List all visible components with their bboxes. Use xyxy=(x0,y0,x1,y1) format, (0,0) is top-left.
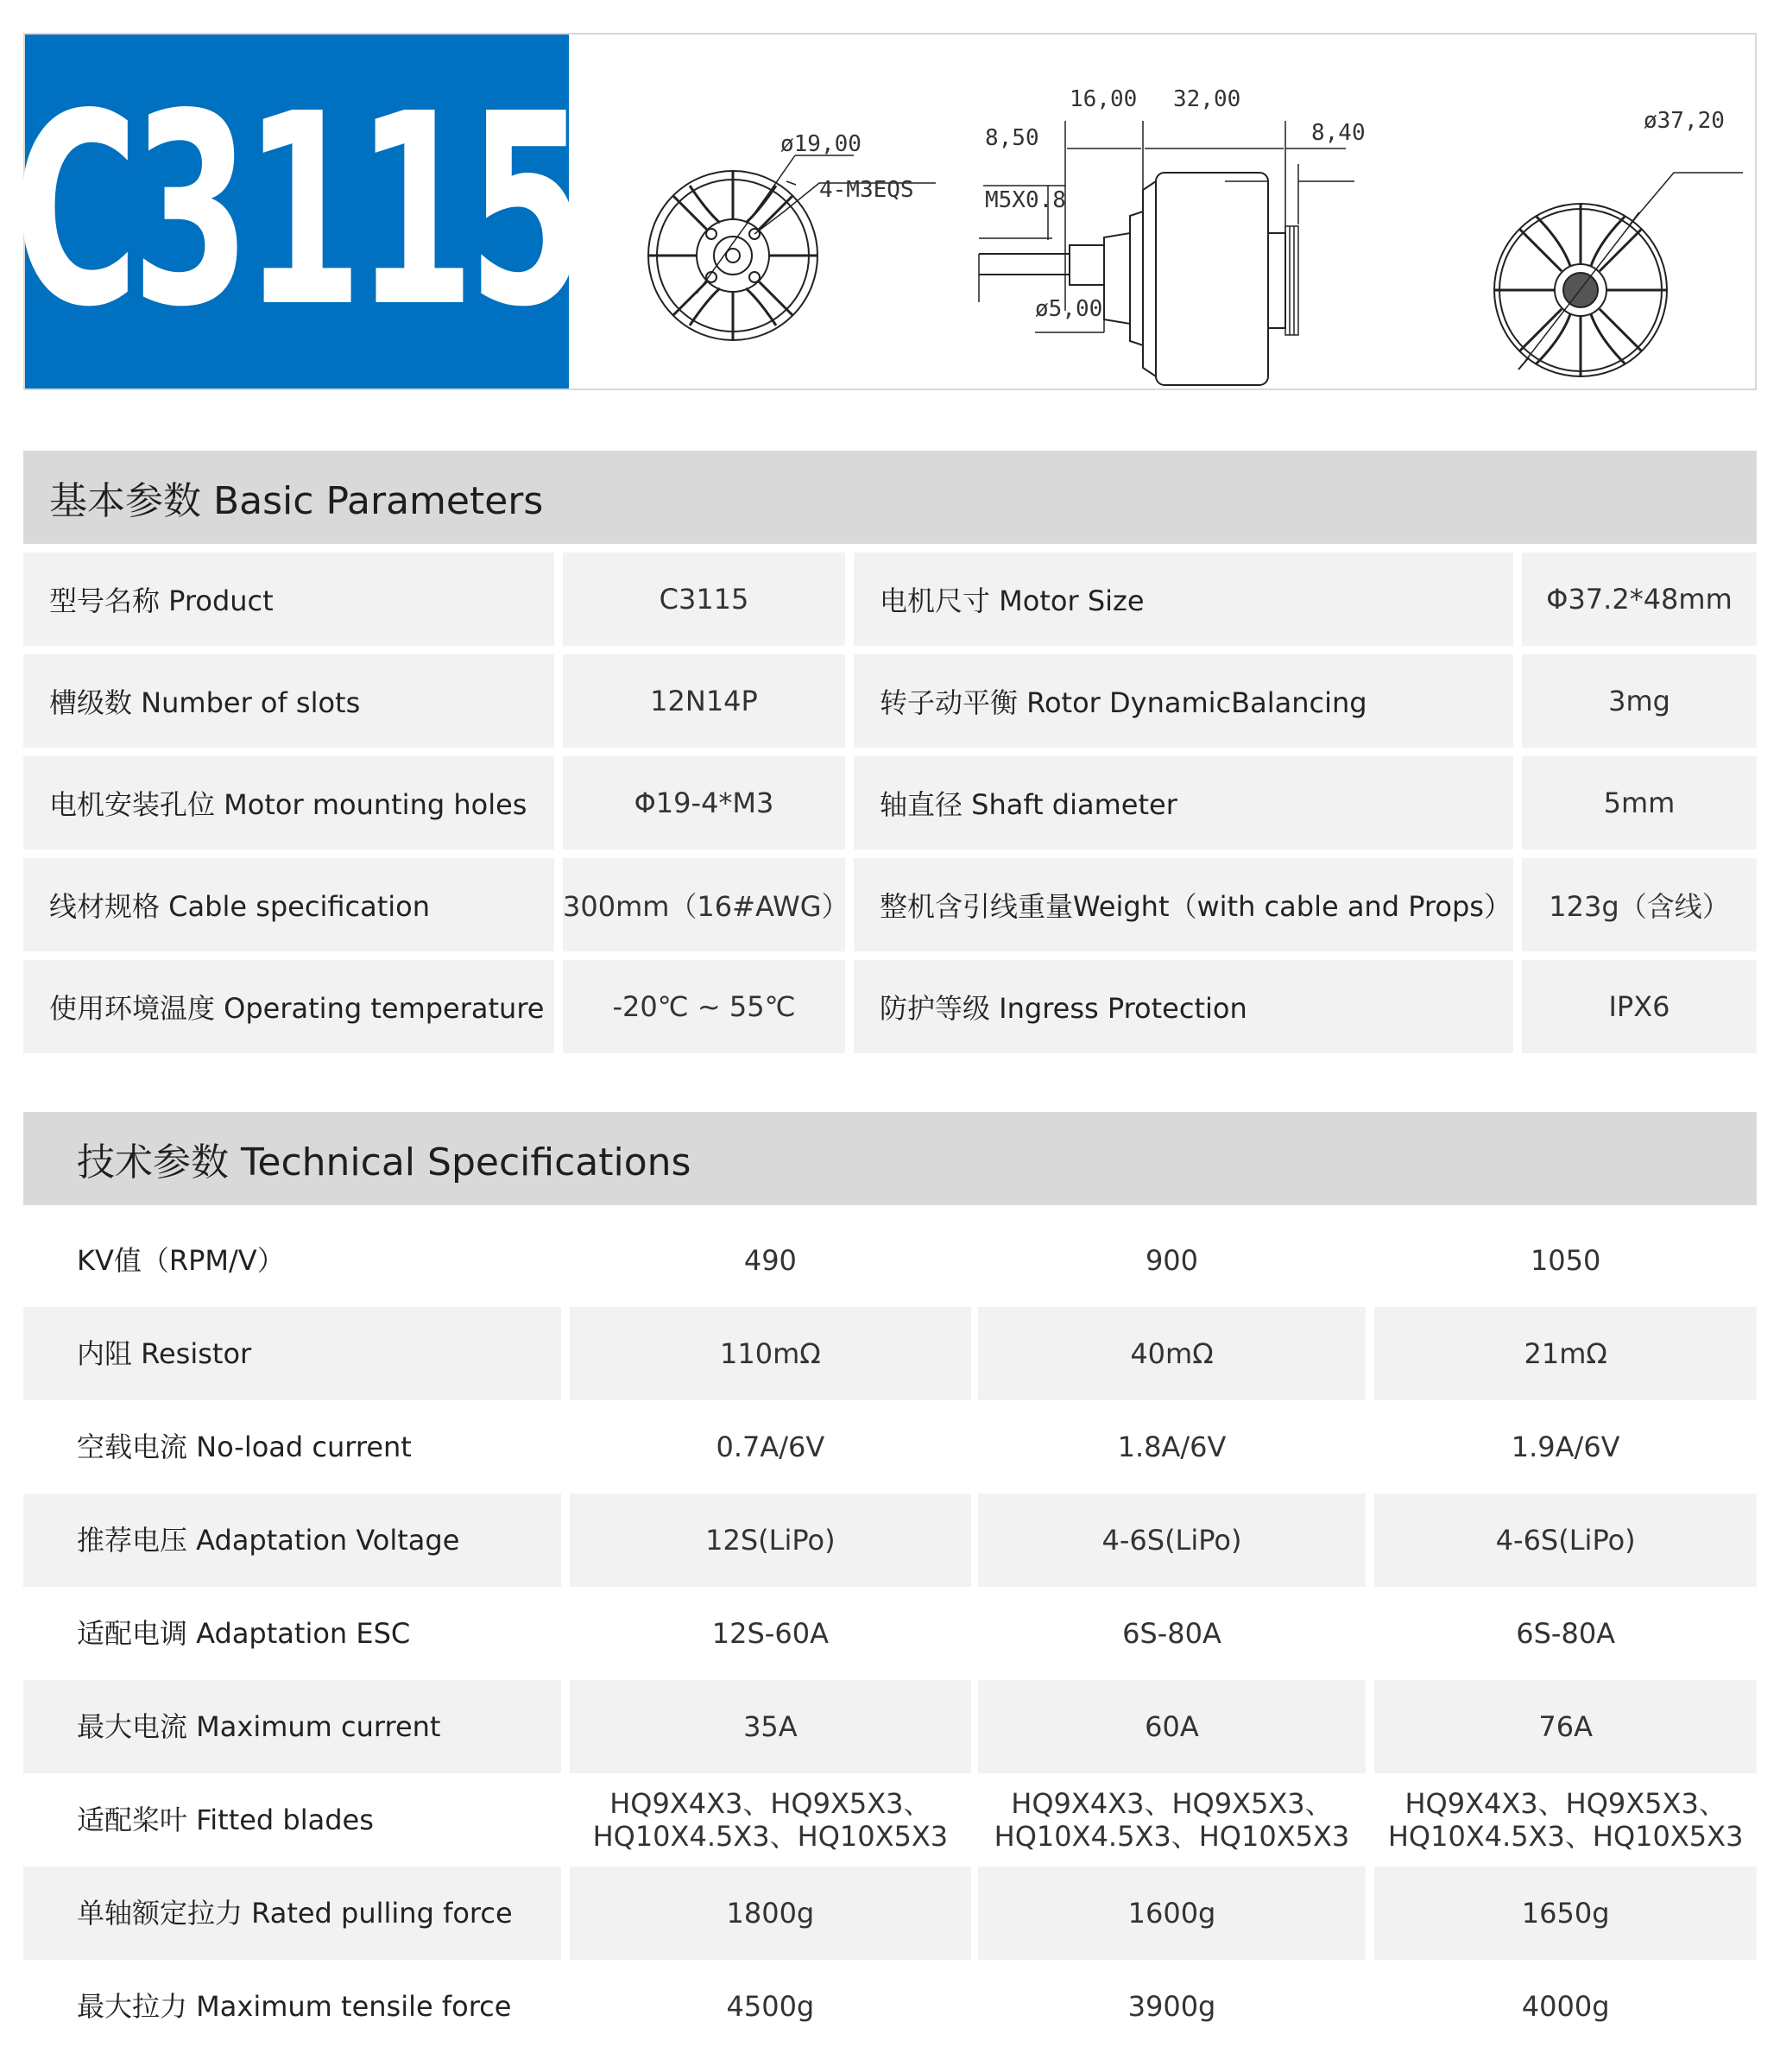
param-label: 转子动平衡 Rotor DynamicBalancing xyxy=(854,654,1513,748)
param-label: 轴直径 Shaft diameter xyxy=(854,756,1513,850)
spec-label: 内阻 Resistor xyxy=(23,1307,561,1400)
spec-value: 6S-80A xyxy=(1516,1616,1616,1650)
dim-8-40: 8,40 xyxy=(1311,120,1366,146)
spec-label: KV值（RPM/V） xyxy=(77,1243,285,1277)
table-row xyxy=(23,1587,1757,1680)
spec-label: 空载电流 No-load current xyxy=(77,1430,412,1463)
spec-label: 最大电流 Maximum current xyxy=(23,1680,561,1773)
dim-mount-diameter: ø19,00 xyxy=(780,131,862,157)
table-row xyxy=(23,1307,1757,1400)
spec-value: 900 xyxy=(1145,1243,1199,1277)
spec-value-line: HQ9X4X3、HQ9X5X3、 xyxy=(609,1786,931,1820)
table-row xyxy=(23,1494,1757,1587)
table-row xyxy=(23,1960,1757,2053)
spec-value: 4-6S(LiPo) xyxy=(1374,1494,1757,1587)
product-header xyxy=(13,33,1757,390)
spec-value: 76A xyxy=(1374,1680,1757,1773)
table-row xyxy=(23,1680,1757,1773)
spec-value: 21mΩ xyxy=(1374,1307,1757,1400)
param-value: 3mg xyxy=(1522,654,1757,748)
spec-value: 110mΩ xyxy=(570,1307,971,1400)
table-row xyxy=(23,960,1757,1053)
dim-shaft: ø5,00 xyxy=(1035,296,1103,322)
spec-value-line: HQ10X4.5X3、HQ10X5X3 xyxy=(994,1820,1350,1853)
spec-label: 最大拉力 Maximum tensile force xyxy=(77,1989,512,2023)
spec-value-line: HQ9X4X3、HQ9X5X3、 xyxy=(1011,1786,1333,1820)
param-value: 300mm（16#AWG） xyxy=(563,858,845,951)
dim-8-50: 8,50 xyxy=(985,125,1039,151)
technical-specifications-header xyxy=(23,1112,1757,1205)
basic-parameters-header xyxy=(23,451,1757,544)
spec-value: 1.8A/6V xyxy=(1117,1430,1227,1463)
spec-value xyxy=(1374,1773,1757,1867)
spec-value: 0.7A/6V xyxy=(716,1430,825,1463)
param-label: 型号名称 Product xyxy=(23,553,554,646)
param-label: 电机尺寸 Motor Size xyxy=(854,553,1513,646)
param-value: Φ19-4*M3 xyxy=(563,756,845,850)
param-value: 5mm xyxy=(1522,756,1757,850)
basic-parameters-table xyxy=(23,553,1757,1062)
spec-value: 4000g xyxy=(1521,1989,1610,2023)
model-banner xyxy=(13,35,581,388)
motor-technical-drawing xyxy=(569,35,1755,388)
spec-value: 12S-60A xyxy=(711,1616,829,1650)
spec-label: 适配电调 Adaptation ESC xyxy=(77,1616,411,1650)
param-label: 整机含引线重量Weight（with cable and Props） xyxy=(854,858,1513,951)
table-row xyxy=(23,1867,1757,1960)
spec-value: 4500g xyxy=(726,1989,815,2023)
param-label: 防护等级 Ingress Protection xyxy=(854,960,1513,1053)
spec-value-line: HQ10X4.5X3、HQ10X5X3 xyxy=(592,1820,949,1853)
table-row xyxy=(23,654,1757,748)
spec-value: 35A xyxy=(570,1680,971,1773)
spec-value: 490 xyxy=(743,1243,797,1277)
table-row xyxy=(23,1400,1757,1494)
dim-mount-holes: 4-M3EQS xyxy=(819,177,914,203)
dim-outer-diameter: ø37,20 xyxy=(1644,108,1725,134)
table-row xyxy=(23,1773,1757,1867)
technical-specifications-title: 技术参数 Technical Specifications xyxy=(77,1140,691,1184)
param-value: -20℃ ~ 55℃ xyxy=(563,960,845,1053)
spec-value: 3900g xyxy=(1127,1989,1216,2023)
spec-value: 1.9A/6V xyxy=(1511,1430,1620,1463)
spec-value xyxy=(978,1773,1367,1867)
spec-value: 60A xyxy=(978,1680,1367,1773)
dim-thread: M5X0.8 xyxy=(985,187,1066,213)
spec-value: 12S(LiPo) xyxy=(570,1494,971,1587)
spec-value: 1650g xyxy=(1374,1867,1757,1960)
table-row xyxy=(23,1214,1757,1307)
param-label: 槽级数 Number of slots xyxy=(23,654,554,748)
spec-label: 推荐电压 Adaptation Voltage xyxy=(23,1494,561,1587)
spec-value xyxy=(570,1773,971,1867)
param-label: 电机安装孔位 Motor mounting holes xyxy=(23,756,554,850)
spec-label: 适配桨叶 Fitted blades xyxy=(77,1803,374,1836)
param-value: Φ37.2*48mm xyxy=(1522,553,1757,646)
spec-value: 1800g xyxy=(570,1867,971,1960)
spec-value: 40mΩ xyxy=(978,1307,1367,1400)
spec-label: 单轴额定拉力 Rated pulling force xyxy=(23,1867,561,1960)
spec-value: 4-6S(LiPo) xyxy=(978,1494,1367,1587)
param-value: 12N14P xyxy=(563,654,845,748)
table-row xyxy=(23,858,1757,951)
param-value: C3115 xyxy=(563,553,845,646)
table-row xyxy=(23,553,1757,646)
param-value: 123g（含线） xyxy=(1522,858,1757,951)
spec-value: 1600g xyxy=(978,1867,1367,1960)
basic-parameters-title: 基本参数 Basic Parameters xyxy=(49,479,544,523)
param-value: IPX6 xyxy=(1522,960,1757,1053)
spec-value: 6S-80A xyxy=(1122,1616,1221,1650)
spec-value: 1050 xyxy=(1530,1243,1601,1277)
param-label: 线材规格 Cable specification xyxy=(23,858,554,951)
technical-specifications-table xyxy=(23,1214,1757,2053)
dim-16: 16,00 xyxy=(1070,86,1138,112)
table-row xyxy=(23,756,1757,850)
spec-value-line: HQ9X4X3、HQ9X5X3、 xyxy=(1404,1786,1726,1820)
param-label: 使用环境温度 Operating temperature xyxy=(23,960,554,1053)
model-name: C3115 xyxy=(13,57,581,365)
dim-32: 32,00 xyxy=(1173,86,1241,112)
spec-value-line: HQ10X4.5X3、HQ10X5X3 xyxy=(1387,1820,1744,1853)
